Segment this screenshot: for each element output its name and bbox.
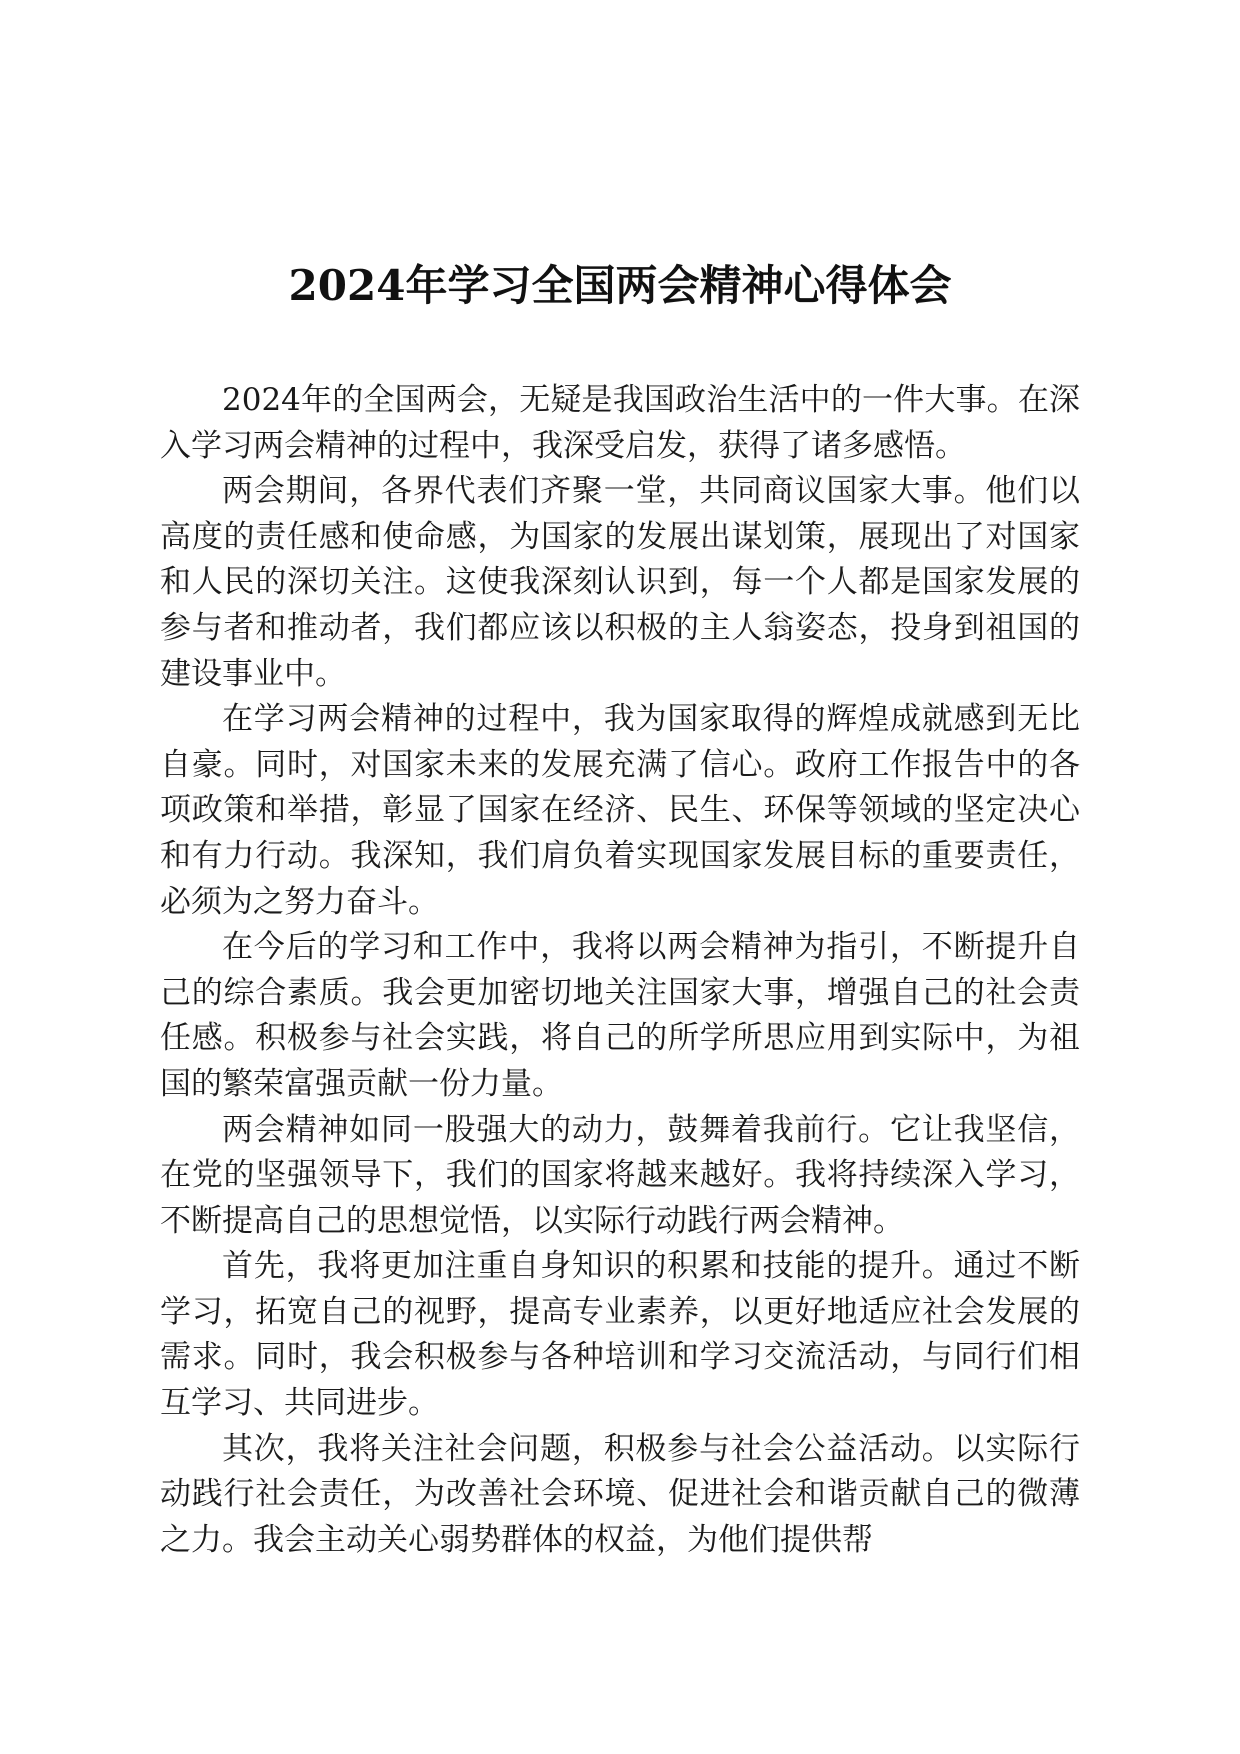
paragraph-2: 两会期间，各界代表们齐聚一堂，共同商议国家大事。他们以高度的责任感和使命感，为国家的发展出谋划策，展现出了对国家和人民的深切关注。这使我深刻认识到，每一个人都是国家发展的参与者和推动者，我们都应该以积极的主人翁姿态，投身到祖国的建设事业中。 [160, 473, 1080, 692]
paragraph-4: 在今后的学习和工作中，我将以两会精神为指引，不断提升自己的综合素质。我会更加密切地关注国家大事，增强自己的社会责任感。积极参与社会实践，将自己的所学所思应用到实际中，为祖国的繁荣富强贡献一份力量。 [160, 929, 1080, 1102]
paragraph-5: 两会精神如同一股强大的动力，鼓舞着我前行。它让我坚信，在党的坚强领导下，我们的国家将越来越好。我将持续深入学习，不断提高自己的思想觉悟，以实际行动践行两会精神。 [160, 1111, 1080, 1239]
document-body [160, 378, 1080, 1563]
paragraph-3: 在学习两会精神的过程中，我为国家取得的辉煌成就感到无比自豪。同时，对国家未来的发展充满了信心。政府工作报告中的各项政策和举措，彰显了国家在经济、民生、环保等领域的坚定决心和有力行动。我深知，我们肩负着实现国家发展目标的重要责任，必须为之努力奋斗。 [160, 701, 1080, 920]
document-title: 2024年学习全国两会精神心得体会 [288, 261, 952, 310]
paragraph-1: 2024年的全国两会，无疑是我国政治生活中的一件大事。在深入学习两会精神的过程中，我深受启发，获得了诸多感悟。 [160, 382, 1080, 464]
paragraph-6: 首先，我将更加注重自身知识的积累和技能的提升。通过不断学习，拓宽自己的视野，提高专业素养，以更好地适应社会发展的需求。同时，我会积极参与各种培训和学习交流活动，与同行们相互学习、共同进步。 [160, 1248, 1080, 1422]
paragraph-7: 其次，我将关注社会问题，积极参与社会公益活动。以实际行动践行社会责任，为改善社会环境、促进社会和谐贡献自己的微薄之力。我会主动关心弱势群体的权益，为他们提供帮 [160, 1430, 1080, 1558]
